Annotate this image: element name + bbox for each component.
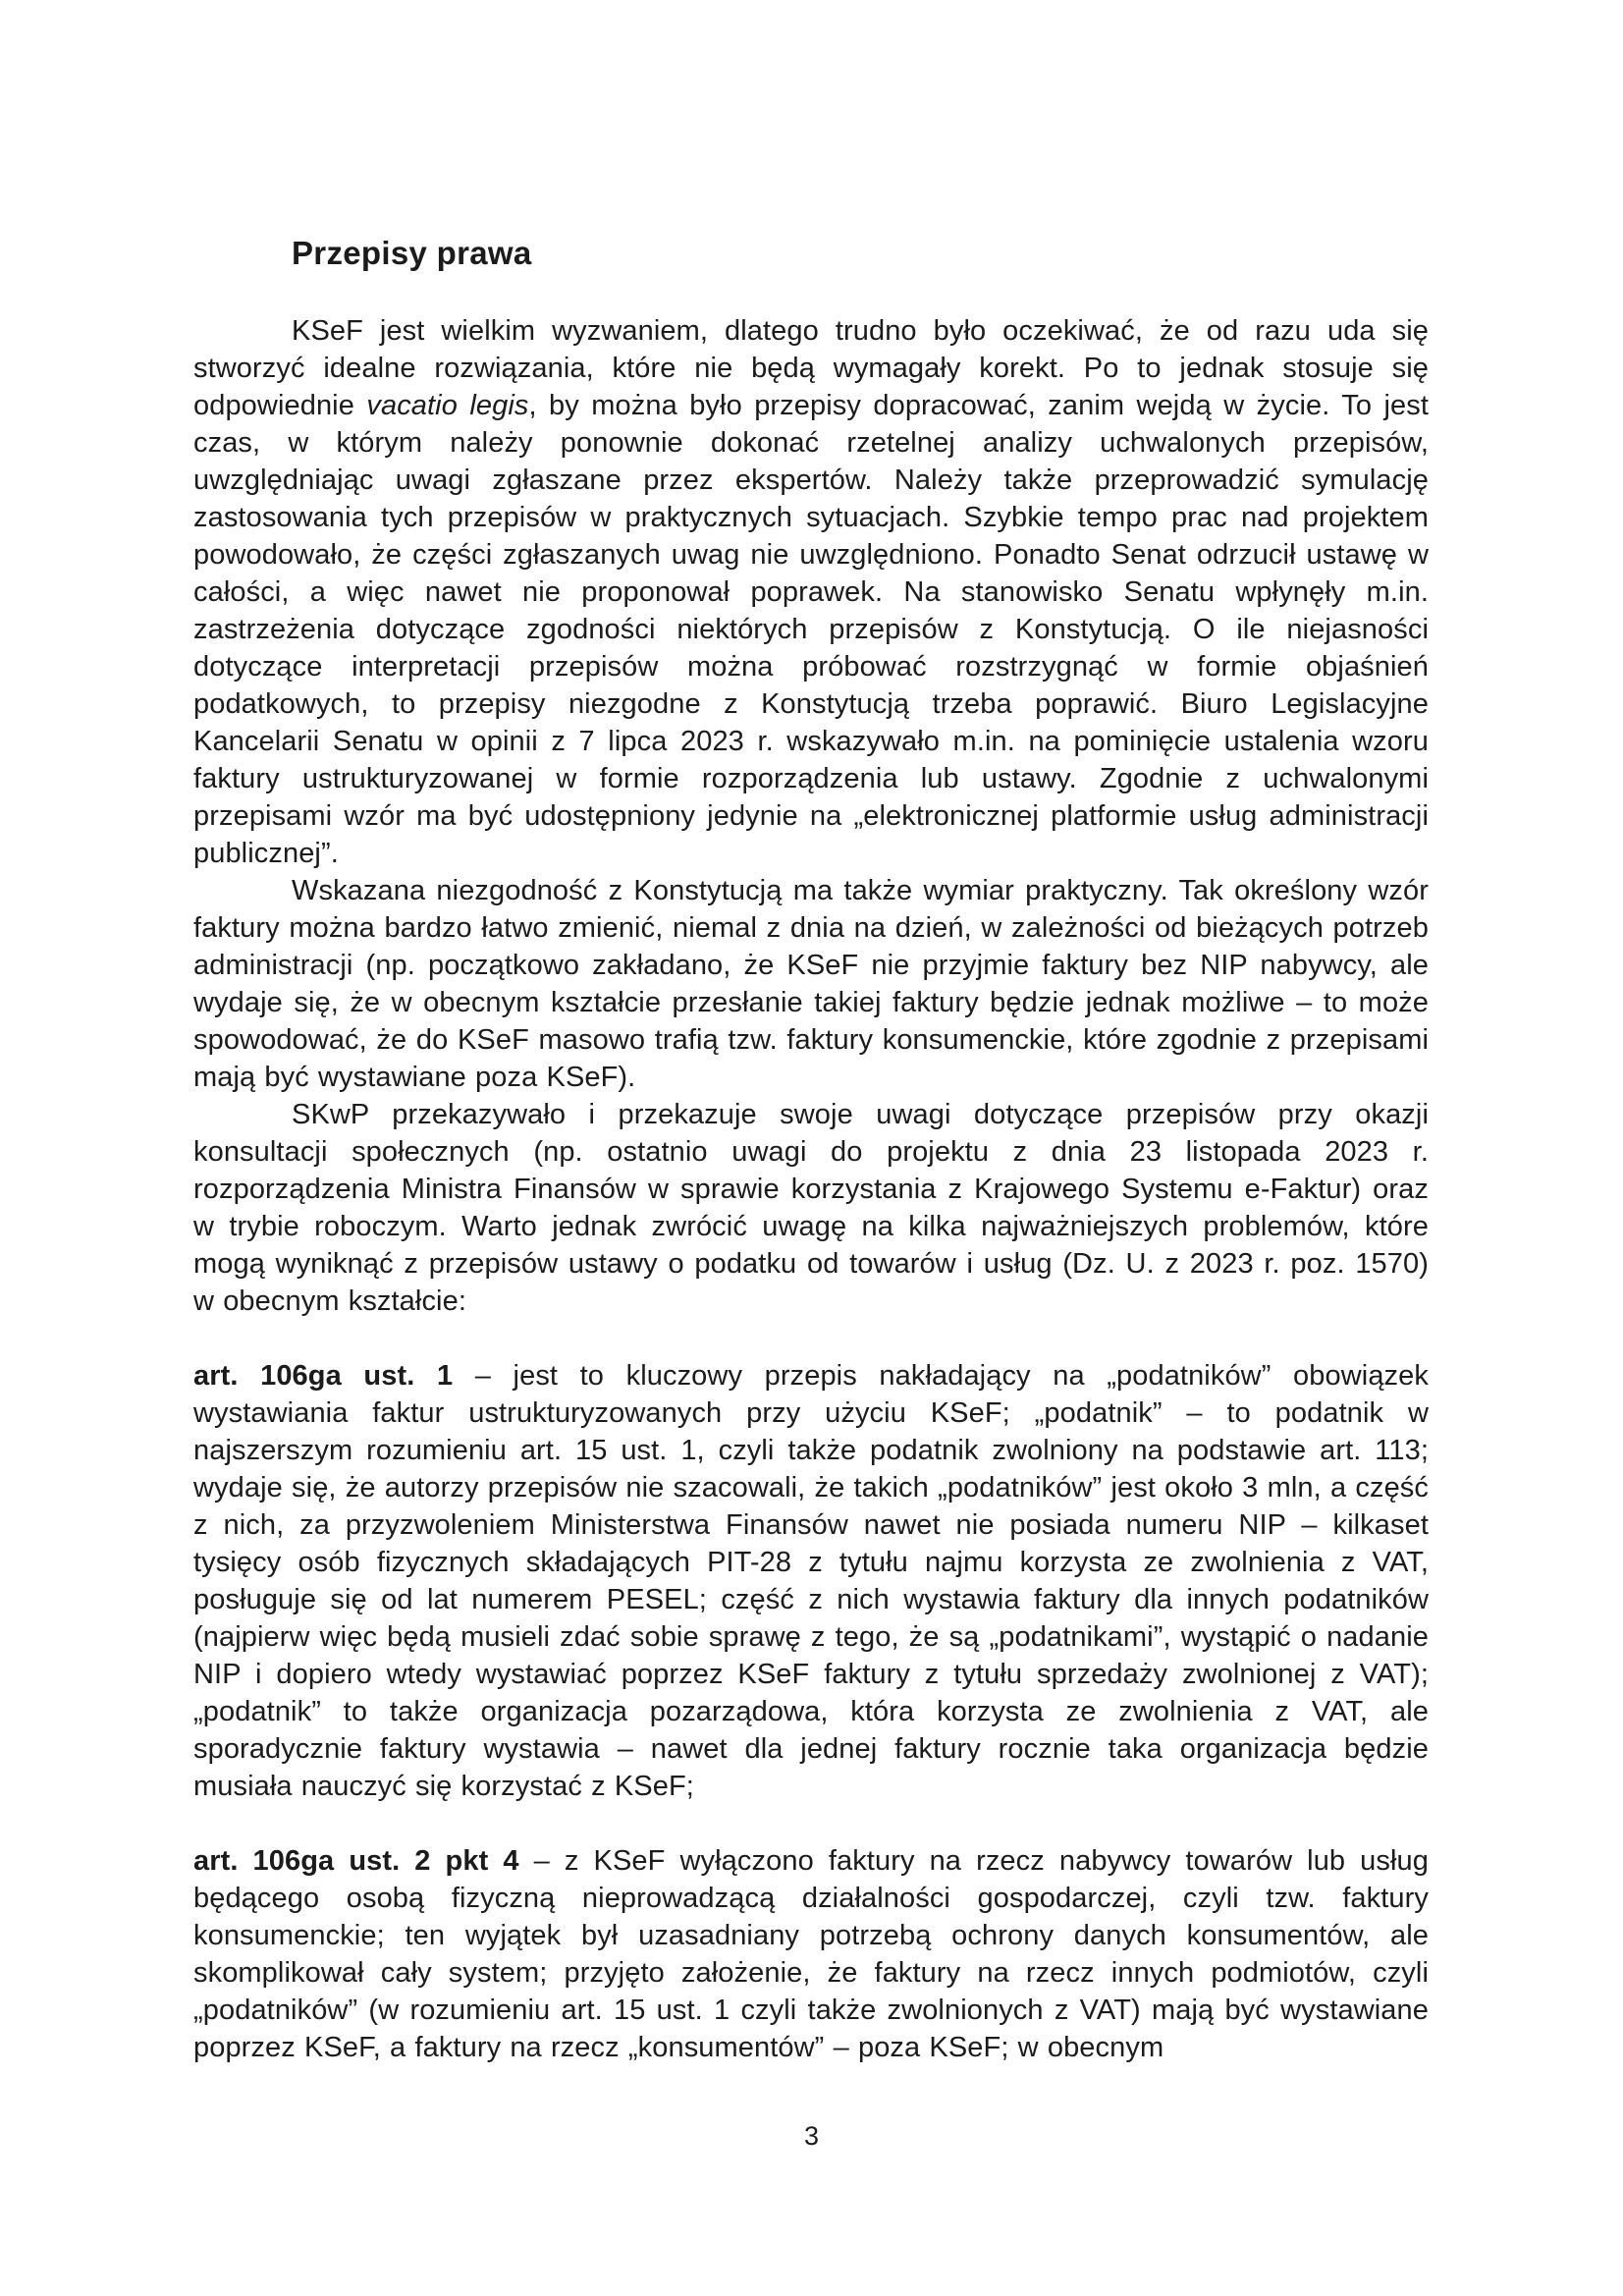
paragraph-niezgodnosc-konstytucja: Wskazana niezgodność z Konstytucją ma także wymiar praktyczny. Tak określony wzór faktury można bardzo łatwo zmienić, niemal z dnia na dzień, w zależności od bieżących potrzeb administracji (np. początkowo zakładano, że KSeF nie przyjmie faktury bez NIP nabywcy, ale wydaje się, że w obecnym kształcie przesłanie takiej faktury będzie jednak możliwe – to może spowodować, że do KSeF masowo trafią tzw. faktury konsumenckie, które zgodnie z przepisami mają być wystawiane poza KSeF). [193, 875, 1429, 1093]
paragraph-skwp-uwagi: SKwP przekazywało i przekazuje swoje uwagi dotyczące przepisów przy okazji konsultacji społecznych (np. ostatnio uwagi do projektu z dnia 23 listopada 2023 r. rozporządzenia Ministra Finansów w sprawie korzystania z Krajowego Systemu e-Faktur) oraz w trybie roboczym. Warto jednak zwrócić uwagę na kilka najważniejszych problemów, które mogą wyniknąć z przepisów ustawy o podatku od towarów i usług (Dz. U. z 2023 r. poz. 1570) w obecnym kształcie: [193, 1099, 1429, 1317]
page-footer [0, 2119, 1623, 2153]
paragraph-art-106ga-ust-2-pkt-4 [193, 1842, 1429, 2066]
article-ref-106ga-ust-1: art. 106ga ust. 1 [193, 1360, 454, 1392]
paragraph-art-106ga-ust-1-text: – jest to kluczowy przepis nakładający na „podatników” obowiązek wystawiania faktur ustrukturyzowanych przy użyciu KSeF; „podatnik” – to podatnik w najszerszym rozumieniu art. 15 ust. 1, czyli także podatnik zwolniony na podstawie art. 113; wydaje się, że autorzy przepisów nie szacowali, że takich „podatników” jest około 3 mln, a część z nich, za przyzwoleniem Ministerstwa Finansów nawet nie posiada numeru NIP – kilkaset tysięcy osób fizycznych składających PIT-28 z tytułu najmu korzysta ze zwolnienia z VAT, posługuje się od lat numerem PESEL; część z nich wystawia faktury dla innych podatników (najpierw więc będą musieli zdać sobie sprawę z tego, że są „podatnikami”, wystąpić o nadanie NIP i dopiero wtedy wystawiać poprzez KSeF faktury z tytułu sprzedaży zwolnionej z VAT); „podatnik” to także organizacja pozarządowa, która korzysta ze zwolnienia z VAT, ale sporadycznie faktury wystawia – nawet dla jednej faktury rocznie taka organizacja będzie musiała nauczyć się korzystać z KSeF; [193, 1360, 1429, 1802]
paragraph-ksef-intro-text-after: , by można było przepisy dopracować, zanim wejdą w życie. To jest czas, w którym należy ponownie dokonać rzetelnej analizy uchwalonych przepisów, uwzględniając uwagi zgłaszane przez ekspertów. Należy także przeprowadzić symulację zastosowania tych przepisów w praktycznych sytuacjach. Szybkie tempo prac nad projektem powodowało, że części zgłaszanych uwag nie uwzględniono. Ponadto Senat odrzucił ustawę w całości, a więc nawet nie proponował poprawek. Na stanowisko Senatu wpłynęły m.in. zastrzeżenia dotyczące zgodności niektórych przepisów z Konstytucją. O ile niejasności dotyczące interpretacji przepisów można próbować rozstrzygnąć w formie objaśnień podatkowych, to przepisy niezgodne z Konstytucją trzeba poprawić. Biuro Legislacyjne Kancelarii Senatu w opinii z 7 lipca 2023 r. wskazywało m.in. na pominięcie ustalenia wzoru faktury ustrukturyzowanej w formie rozporządzenia lub ustawy. Zgodnie z uchwalonymi przepisami wzór ma być udostępniony jedynie na „elektronicznej platformie usług administracji publicznej”. [193, 390, 1429, 869]
document-content [193, 234, 1429, 2066]
paragraph-art-106ga-ust-1 [193, 1357, 1429, 1805]
page-number: 3 [803, 2121, 820, 2151]
vacatio-legis-italic: vacatio legis [366, 390, 529, 421]
paragraph-ksef-intro-text-before: KSeF jest wielkim wyzwaniem, dlatego trudno było oczekiwać, że od razu uda się stworzyć idealne rozwiązania, które nie będą wymagały korekt. Po to jednak stosuje się odpowiednie [193, 315, 1429, 421]
paragraph-ksef-intro [193, 312, 1429, 872]
section-heading: Przepisy prawa [292, 235, 532, 271]
paragraph-art-106ga-ust-2-pkt-4-text: – z KSeF wyłączono faktury na rzecz nabywcy towarów lub usług będącego osobą fizyczną nieprowadzącą działalności gospodarczej, czyli tzw. faktury konsumenckie; ten wyjątek był uzasadniany potrzebą ochrony danych konsumentów, ale skomplikował cały system; przyjęto założenie, że faktury na rzecz innych podmiotów, czyli „podatników” (w rozumieniu art. 15 ust. 1 czyli także zwolnionych z VAT) mają być wystawiane poprzez KSeF, a faktury na rzecz „konsumentów” – poza KSeF; w obecnym [193, 1845, 1430, 2063]
article-ref-106ga-ust-2-pkt-4: art. 106ga ust. 2 pkt 4 [193, 1845, 519, 1877]
